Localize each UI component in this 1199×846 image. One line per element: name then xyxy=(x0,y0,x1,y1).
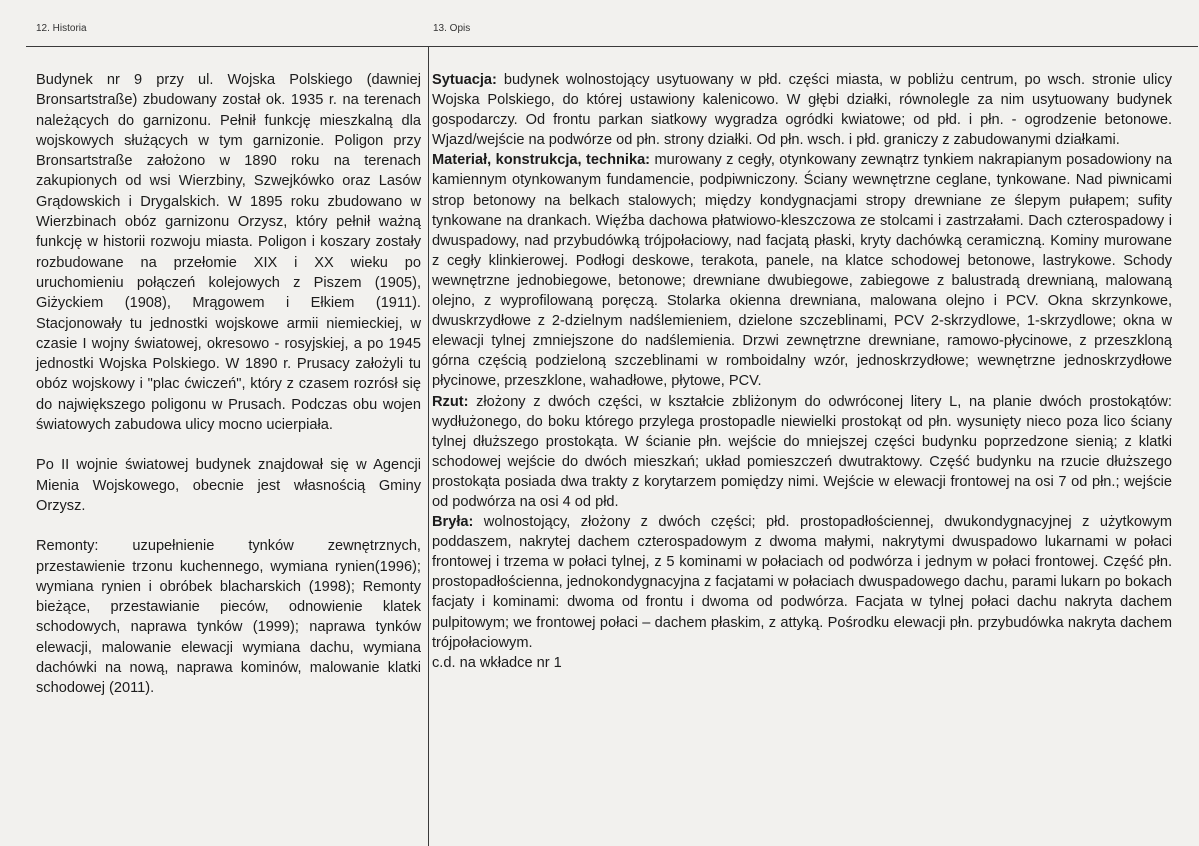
historia-column xyxy=(36,70,421,699)
material-paragraph xyxy=(432,150,1172,391)
historia-paragraph-1: Budynek nr 9 przy ul. Wojska Polskiego (dawniej Bronsartstraße) zbudowany został ok. 1935 r. na terenach należących do garnizonu. Pełnił funkcję mieszkalną dla wojskowych służących w tym garnizonie. Poligon przy Bronsartstraße założono w 1890 roku na terenach zakupionych od wsi Wierzbiny, Szwejkówko oraz Lasów Grądowskich i Drygalskich. W 1895 roku zbudowano w Wierzbinach obóz garnizonu Orzysz, który pełnił ważną funkcję w historii rozwoju miasta. Poligon i koszary zostały rozbudowane na przełomie XIX i XX wieku po uruchomieniu połączeń kolejowych z Piszem (1905), Giżyckiem (1908), Mrągowem i Ełkiem (1911). Stacjonowały tu jednostki wojskowe armii niemieckiej, w czasie I wojny światowej, okresowo - rosyjskiej, a po 1945 jednostki Wojska Polskiego. W 1890 r. Prusacy założyli tu obóz wojskowy i "plac ćwiczeń", który z czasem rozrósł się do największego poligonu w Prusach. Podczas obu wojen światowych zabudowa ulicy mocno ucierpiała. xyxy=(36,72,421,434)
column-divider xyxy=(428,46,429,846)
historia-section-title: 12. Historia xyxy=(36,23,87,34)
historia-paragraph-3: Remonty: uzupełnienie tynków zewnętrznych, przestawienie trzonu kuchennego, wymiana rynien(1996); wymiana rynien i obróbek blacharskich (1998); Remonty bieżące, przestawianie pieców, odnowienie klatek schodowych, naprawa tynków (1999); naprawa tynków elewacji, malowanie elewacji wymiana dachu, wymiana dachówki na nową, naprawa kominów, malowanie klatki schodowej (2011). xyxy=(36,538,421,697)
header-rule xyxy=(26,46,1198,47)
sytuacja-text: budynek wolnostojący usytuowany w płd. części miasta, w pobliżu centrum, po wsch. stronie ulicy Wojska Polskiego, do której ustawiony kalenicowo. W głębi działki, równolegle za nim usytuowany budynek gospodarczy. Od frontu parkan siatkowy wygradza ogródki kwiatowe; od płd. i płn. - ogrodzenie betonowe. Wjazd/wejście na podwórze od płn. strony działki. Od płn. wsch. i płd. graniczy z zabudowanymi działkami. xyxy=(432,72,1172,149)
historia-paragraph-2: Po II wojnie światowej budynek znajdował się w Agencji Mienia Wojskowego, obecnie jest własnością Gminy Orzysz. xyxy=(36,457,421,514)
rzut-label: Rzut: xyxy=(432,393,469,410)
bryla-label: Bryła: xyxy=(432,514,474,531)
sytuacja-paragraph xyxy=(432,70,1172,150)
bryla-paragraph xyxy=(432,512,1172,653)
material-label: Materiał, konstrukcja, technika: xyxy=(432,152,651,169)
bryla-text: wolnostojący, złożony z dwóch części; płd. prostopadłościennej, dwukondygnacyjnej z użytkowym poddaszem, nakrytej dachem czterospadowym z dwoma małymi, nakrytymi dwuspadowo lukarnami w połaci frontowej i trzema w połaci tylnej, z 5 kominami w połaciach od podwórza i jednym w połaci frontowej. Część płn. prostopadłościenna, jednokondygnacyjna z facjatami w połaciach dwuspadowego dachu, parami lukarn po bokach facjaty i kominami: dwoma od frontu i dwoma od podwórza. Facjata w tylnej połaci dachu nakryta dachem pulpitowym; we frontowej połaci – dachem płaskim, z attyką. Pośrodku elewacji płn. przybudówka nakryta dachem trójpołaciowym. xyxy=(432,514,1172,651)
continued-note: c.d. na wkładce nr 1 xyxy=(432,654,562,671)
material-text: murowany z cegły, otynkowany zewnątrz tynkiem nakrapianym posadowiony na kamiennym otynkowanym fundamencie, podpiwniczony. Ściany wewnętrzne ceglane, tynkowane. Nad piwnicami strop betonowy na belkach stalowych; między kondygnacjami stropy drewniane ze ślepym pułapem; sufity tynkowane na drankach. Więźba dachowa płatwiowo-kleszczowa ze stolcami i zastrzałami. Dach czterospadowy i dwuspadowy, nad przybudówką trójpołaciowy, nad facjatą płaski, kryty dachówką ceramiczną. Kominy murowane z cegły klinkierowej. Podłogi deskowe, terakota, panele, na klatce schodowej betonowe, lastrykowe. Schody wewnętrzne jednobiegowe, betonowe; drewniane dwubiegowe, zabiegowe z balustradą drewnianą, malowaną olejno, z wyprofilowaną poręczą. Stolarka okienna drewniana, malowana olejno i PCV. Okna skrzynkowe, dwuskrzydłowe z 2-dzielnym nadślemieniem, dzielone szczeblinami, PCV 2-skrzydlowe, 1-skrzydlowe; okna w elewacji tylnej zmniejszone do nadślemienia. Drzwi zewnętrzne drewniane, ramowo-płycinowe, z przeszkloną górna częścią podzieloną szczeblinami w romboidalny wzór, jednoskrzydłowe; wewnętrzne jednoskrzydłowe płycinowe, przeszklone, wahadłowe, płytowe, PCV. xyxy=(432,152,1172,390)
rzut-paragraph xyxy=(432,392,1172,513)
rzut-text: złożony z dwóch części, w kształcie zbliżonym do odwróconej litery L, na planie dwóch prostokątów: wydłużonego, do boku którego przylega prostopadle niewielki prostokąt od płn. wysunięty nieco poza lico ściany tylnej dłuższego prostokąta. W ścianie płn. wejście do mniejszej części budynku poprzedzone sienią; z klatki schodowej wejście do dwóch mieszkań; układ pomieszczeń dwutraktowy. Część budynku na rzucie dłuższego prostokąta posiada dwa trakty z korytarzem pomiędzy nimi. Wejście w elewacji frontowej na osi 7 od płn.; wejście od podwórza na osi 4 od płd. xyxy=(432,393,1172,510)
opis-section-title: 13. Opis xyxy=(433,23,471,34)
opis-column xyxy=(432,70,1172,673)
sytuacja-label: Sytuacja: xyxy=(432,72,497,88)
